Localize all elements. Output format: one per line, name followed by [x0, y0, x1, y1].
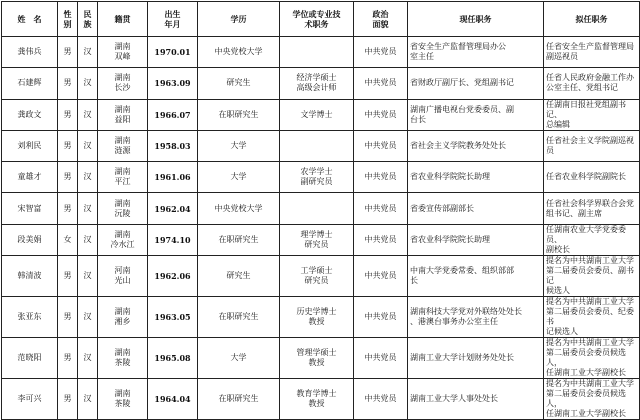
- header-political-status: 政治 面貌: [354, 2, 408, 37]
- cell-political-status: 中共党员: [354, 256, 408, 297]
- cell-native-place: 河南 光山: [98, 256, 148, 297]
- cell-current-position: 省农业科学院院长助理: [408, 224, 544, 255]
- header-current-position: 现任职务: [408, 2, 544, 37]
- cell-degree-title: 历史学博士 教授: [280, 297, 354, 338]
- cell-gender: 男: [58, 379, 78, 420]
- cell-name: 范晓阳: [2, 338, 58, 379]
- cell-birth-date: 1963.05: [148, 297, 198, 338]
- table-row: [2, 256, 640, 297]
- header-degree-title: 学位或专业技 术职务: [280, 2, 354, 37]
- cell-ethnicity: 汉: [78, 68, 98, 99]
- cell-birth-date: 1966.07: [148, 99, 198, 130]
- cell-name: 刘利民: [2, 130, 58, 161]
- cell-political-status: 中共党员: [354, 162, 408, 193]
- cell-birth-date: 1962.06: [148, 256, 198, 297]
- cell-gender: 男: [58, 99, 78, 130]
- cell-birth-date: 1958.03: [148, 130, 198, 161]
- header-ethnicity: 民 族: [78, 2, 98, 37]
- cell-proposed-position: 任湖南农业大学党委委员、 副校长: [544, 224, 640, 255]
- cell-political-status: 中共党员: [354, 37, 408, 68]
- header-birth-date: 出生 年月: [148, 2, 198, 37]
- cell-name: 龚政文: [2, 99, 58, 130]
- cell-current-position: 省社会主义学院教务处处长: [408, 130, 544, 161]
- cell-birth-date: 1974.10: [148, 224, 198, 255]
- cell-name: 韩清波: [2, 256, 58, 297]
- cell-ethnicity: 汉: [78, 224, 98, 255]
- cell-native-place: 湖南 长沙: [98, 68, 148, 99]
- cell-gender: 男: [58, 130, 78, 161]
- cell-current-position: 中南大学党委常委、组织部部 长: [408, 256, 544, 297]
- cell-proposed-position: 任省安全生产监督管理局 副巡视员: [544, 37, 640, 68]
- cell-native-place: 湖南 沅陵: [98, 193, 148, 224]
- cell-proposed-position: 任省社会科学界联合会党 组书记、副主席: [544, 193, 640, 224]
- cell-proposed-position: 提名为中共湖南工业大学 第二届委员会委员候选人， 任湖南工业大学副校长: [544, 338, 640, 379]
- cell-ethnicity: 汉: [78, 256, 98, 297]
- table-row: [2, 130, 640, 161]
- table-row: [2, 224, 640, 255]
- cell-education: 在职研究生: [198, 99, 280, 130]
- cell-birth-date: 1963.09: [148, 68, 198, 99]
- cell-education: 大学: [198, 338, 280, 379]
- cell-name: 童雄才: [2, 162, 58, 193]
- cell-birth-date: 1970.01: [148, 37, 198, 68]
- cell-degree-title: [280, 193, 354, 224]
- cell-political-status: 中共党员: [354, 68, 408, 99]
- cell-native-place: 湖南 茶陵: [98, 379, 148, 420]
- cell-name: 石建辉: [2, 68, 58, 99]
- cell-political-status: 中共党员: [354, 224, 408, 255]
- header-row: [2, 2, 640, 37]
- cell-birth-date: 1964.04: [148, 379, 198, 420]
- cell-education: 中央党校大学: [198, 37, 280, 68]
- table-row: [2, 297, 640, 338]
- cell-native-place: 湖南 平江: [98, 162, 148, 193]
- cell-ethnicity: 汉: [78, 99, 98, 130]
- table-row: [2, 68, 640, 99]
- cell-name: 段美娟: [2, 224, 58, 255]
- cell-native-place: 湖南 茶陵: [98, 338, 148, 379]
- cell-gender: 男: [58, 338, 78, 379]
- cell-proposed-position: 任省人民政府金融工作办 公室主任、党组书记: [544, 68, 640, 99]
- cell-education: 大学: [198, 130, 280, 161]
- cell-birth-date: 1961.06: [148, 162, 198, 193]
- cell-ethnicity: 汉: [78, 193, 98, 224]
- cell-ethnicity: 汉: [78, 379, 98, 420]
- cell-political-status: 中共党员: [354, 338, 408, 379]
- cell-native-place: 湖南 涟源: [98, 130, 148, 161]
- table-row: [2, 37, 640, 68]
- cell-birth-date: 1962.04: [148, 193, 198, 224]
- cell-ethnicity: 汉: [78, 297, 98, 338]
- cell-current-position: 省委宣传部副部长: [408, 193, 544, 224]
- cell-current-position: 省农业科学院院长助理: [408, 162, 544, 193]
- cell-political-status: 中共党员: [354, 297, 408, 338]
- cell-native-place: 湖南 双峰: [98, 37, 148, 68]
- cell-native-place: 湖南 益阳: [98, 99, 148, 130]
- cell-degree-title: [280, 130, 354, 161]
- cell-gender: 男: [58, 37, 78, 68]
- cell-current-position: 省安全生产监督管理局办公 室主任: [408, 37, 544, 68]
- cell-ethnicity: 汉: [78, 37, 98, 68]
- appointment-table: [1, 1, 640, 420]
- cell-education: 中央党校大学: [198, 193, 280, 224]
- cell-current-position: 湖南工业大学计划财务处处长: [408, 338, 544, 379]
- table-row: [2, 162, 640, 193]
- header-proposed-position: 拟任职务: [544, 2, 640, 37]
- cell-gender: 男: [58, 256, 78, 297]
- cell-birth-date: 1965.08: [148, 338, 198, 379]
- cell-ethnicity: 汉: [78, 338, 98, 379]
- cell-native-place: 湖南 冷水江: [98, 224, 148, 255]
- cell-proposed-position: 任省农业科学院副院长: [544, 162, 640, 193]
- table-row: [2, 338, 640, 379]
- cell-name: 张亚东: [2, 297, 58, 338]
- header-gender: 性 别: [58, 2, 78, 37]
- header-name: 姓 名: [2, 2, 58, 37]
- cell-native-place: 湖南 湘乡: [98, 297, 148, 338]
- cell-gender: 男: [58, 162, 78, 193]
- cell-name: 宋智富: [2, 193, 58, 224]
- cell-political-status: 中共党员: [354, 99, 408, 130]
- cell-political-status: 中共党员: [354, 379, 408, 420]
- table-row: [2, 193, 640, 224]
- cell-ethnicity: 汉: [78, 162, 98, 193]
- cell-degree-title: 文学博士: [280, 99, 354, 130]
- cell-political-status: 中共党员: [354, 130, 408, 161]
- cell-proposed-position: 提名为中共湖南工业大学 第二届委员会委员候选人， 任湖南工业大学副校长: [544, 379, 640, 420]
- header-native-place: 籍贯: [98, 2, 148, 37]
- cell-degree-title: 农学学士 副研究员: [280, 162, 354, 193]
- cell-name: 李可兴: [2, 379, 58, 420]
- cell-degree-title: 经济学硕士 高级会计师: [280, 68, 354, 99]
- cell-degree-title: 理学博士 研究员: [280, 224, 354, 255]
- cell-education: 大学: [198, 162, 280, 193]
- cell-proposed-position: 提名为中共湖南工业大学 第二届委员会委员、副书记 候选人: [544, 256, 640, 297]
- table-row: [2, 99, 640, 130]
- cell-current-position: 湖南广播电视台党委委员、副 台长: [408, 99, 544, 130]
- cell-education: 研究生: [198, 256, 280, 297]
- cell-proposed-position: 提名为中共湖南工业大学 第二届委员会委员、纪委书 记候选人: [544, 297, 640, 338]
- cell-name: 龚伟兵: [2, 37, 58, 68]
- table-row: [2, 379, 640, 420]
- cell-degree-title: [280, 37, 354, 68]
- cell-proposed-position: 任湖南日报社党组副书记、 总编辑: [544, 99, 640, 130]
- cell-education: 在职研究生: [198, 224, 280, 255]
- cell-degree-title: 工学硕士 研究员: [280, 256, 354, 297]
- cell-gender: 男: [58, 297, 78, 338]
- cell-degree-title: 教育学博士 教授: [280, 379, 354, 420]
- cell-political-status: 中共党员: [354, 193, 408, 224]
- cell-gender: 女: [58, 224, 78, 255]
- cell-degree-title: 管理学硕士 教授: [280, 338, 354, 379]
- cell-gender: 男: [58, 193, 78, 224]
- cell-ethnicity: 汉: [78, 130, 98, 161]
- cell-gender: 男: [58, 68, 78, 99]
- cell-education: 在职研究生: [198, 297, 280, 338]
- cell-education: 研究生: [198, 68, 280, 99]
- cell-education: 在职研究生: [198, 379, 280, 420]
- cell-proposed-position: 任省社会主义学院副巡视 员: [544, 130, 640, 161]
- header-education: 学历: [198, 2, 280, 37]
- cell-current-position: 湖南工业大学人事处处长: [408, 379, 544, 420]
- cell-current-position: 湖南科技大学党对外联络处处长 、港澳台事务办公室主任: [408, 297, 544, 338]
- cell-current-position: 省财政厅副厅长、党组副书记: [408, 68, 544, 99]
